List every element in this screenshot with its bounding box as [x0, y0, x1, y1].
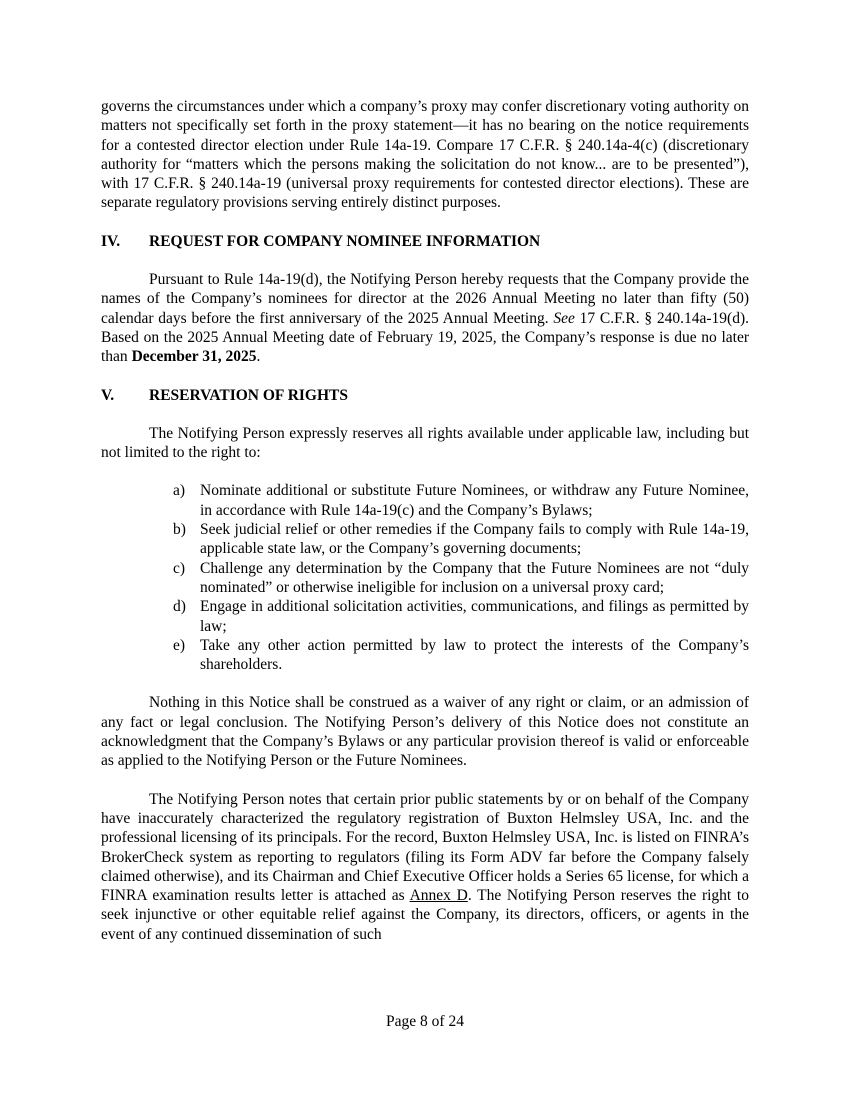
list-item-text: Nominate additional or substitute Future Nominees, or withdraw any Future Nominee, in accordance with Rule 14a-19(c) and the Company’s Bylaws;	[200, 482, 749, 519]
paragraph-reservation-intro: The Notifying Person expressly reserves all rights available under applicable law, including but not limited to the right to:	[101, 424, 749, 462]
request-text-cont: 17 C.F.R. § 240.14a-19(d). Based on the 2025 Annual Meeting date of February 19, 2025, the Company’s response is due no later than	[101, 309, 749, 366]
request-text: Pursuant to Rule 14a-19(d), the Notifying Person hereby requests that the Company provide the names of the Company’s nominees for director at the 2026 Annual Meeting no later than fifty (50) calendar days before the first anniversary of the 2025 Annual Meeting.	[101, 271, 749, 327]
list-marker: e)	[173, 636, 186, 654]
section-title: REQUEST FOR COMPANY NOMINEE INFORMATION	[149, 232, 541, 250]
request-text-end: .	[256, 348, 261, 366]
list-item	[173, 559, 749, 598]
due-date: December 31, 2025	[131, 348, 257, 366]
list-item-text: Engage in additional solicitation activities, communications, and filings as permitted by law;	[200, 598, 749, 635]
document-page	[101, 97, 749, 944]
section-title: RESERVATION OF RIGHTS	[149, 386, 348, 404]
list-item-text: Challenge any determination by the Company that the Future Nominees are not “duly nominated” or otherwise ineligible for inclusion on a universal proxy card;	[200, 559, 749, 596]
page-number: Page 8 of 24	[386, 1013, 464, 1030]
list-marker: b)	[173, 521, 186, 539]
section-heading-iv	[101, 232, 749, 251]
paragraph-public-statements	[101, 790, 749, 944]
list-item	[173, 520, 749, 559]
list-marker: a)	[173, 482, 186, 500]
section-heading-v	[101, 386, 749, 405]
statements-text-cont: . The Notifying Person reserves the right to seek injunctive or other equitable relief against the Company, its directors, officers, or agents in the event of any continued dissemination of such	[101, 887, 749, 943]
section-number: V.	[101, 386, 115, 404]
see-signal: See	[553, 309, 575, 327]
paragraph-request	[101, 270, 749, 366]
list-item-text: Take any other action permitted by law to protect the interests of the Company’s shareholders.	[200, 636, 749, 674]
paragraph-no-waiver: Nothing in this Notice shall be construed as a waiver of any right or claim, or an admission of any fact or legal conclusion. The Notifying Person’s delivery of this Notice does not constitute an acknowledgment that the Company’s Bylaws or any particular provision thereof is valid or enforceable as applied to the Notifying Person or the Future Nominees.	[101, 694, 749, 770]
list-marker: d)	[173, 598, 186, 616]
annex-reference: Annex D	[409, 887, 468, 905]
rights-list	[101, 481, 749, 674]
list-marker: c)	[173, 559, 186, 577]
list-item	[173, 597, 749, 636]
section-number: IV.	[101, 232, 121, 250]
list-item	[173, 636, 749, 675]
list-item	[173, 481, 749, 520]
paragraph-continuation: governs the circumstances under which a company’s proxy may confer discretionary voting authority on matters not specifically set forth in the proxy statement—it has no bearing on the notice requirements for a contested director election under Rule 14a-19. Compare 17 C.F.R. § 240.14a-4(c) (discretionary authority for “matters which the persons making the solicitation do not know... are to be presented”), with 17 C.F.R. § 240.14a-19 (universal proxy requirements for contested director elections). These are separate regulatory provisions serving entirely distinct purposes.	[101, 98, 749, 212]
statements-text: The Notifying Person notes that certain prior public statements by or on behalf of the Company have inaccurately characterized the regulatory registration of Buxton Helmsley USA, Inc. and the professional licensing of its principals. For the record, Buxton Helmsley USA, Inc. is listed on FINRA’s BrokerCheck system as reporting to regulators (filing its Form ADV far before the Company falsely claimed otherwise), and its Chairman and Chief Executive Officer holds a Series 65 license, for which a FINRA examination results letter is attached as	[101, 790, 749, 905]
list-item-text: Seek judicial relief or other remedies if the Company fails to comply with Rule 14a-19, applicable state law, or the Company’s governing documents;	[200, 521, 749, 558]
